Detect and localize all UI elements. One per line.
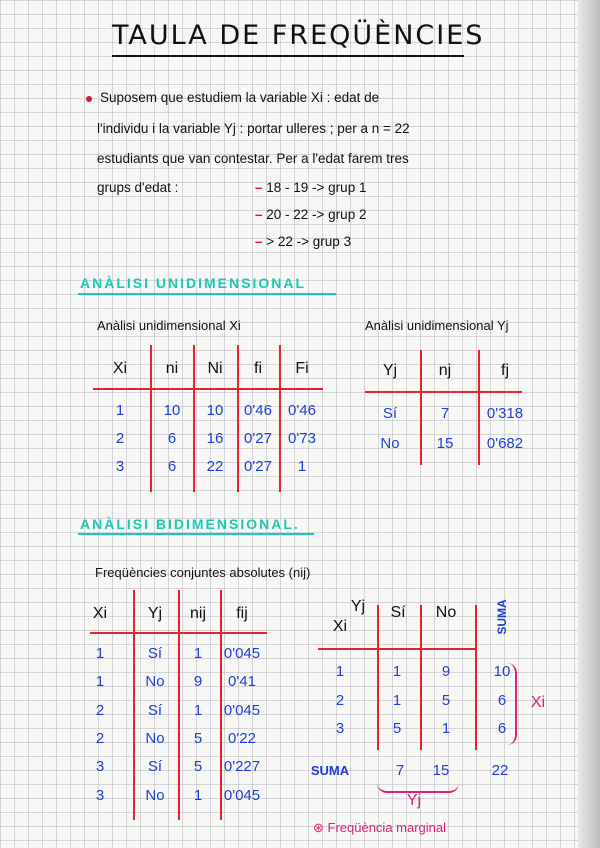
cross-table-cell: 2 [335, 692, 345, 709]
intro-line: Suposem que estudiem la variable Xi : edat de [100, 90, 380, 105]
joint-table-cell: 1 [193, 702, 203, 719]
x-table-cell: 0'46 [288, 402, 316, 419]
x-table-cell: 1 [297, 458, 307, 475]
footnote-marginal: ⊛ Freqüència marginal [313, 820, 447, 835]
section-underline [78, 293, 336, 295]
joint-table-cell: 0'045 [223, 702, 261, 719]
x-table-header: Fi [295, 360, 309, 377]
x-table-cell: 3 [115, 458, 125, 475]
y-table-header: nj [438, 362, 452, 379]
col-brace-label: Yj [406, 792, 422, 809]
x-table-cell: 16 [206, 430, 224, 447]
bullet-icon [86, 96, 92, 102]
title-underline [112, 55, 464, 57]
table-column-divider [377, 605, 379, 750]
y-table-cell: 0'682 [486, 435, 524, 452]
cross-table-cell: 1 [335, 663, 345, 680]
intro-line: grups d'edat : [97, 180, 179, 195]
cross-corner-x: Xi [332, 618, 348, 635]
joint-table-header: fij [236, 605, 248, 622]
x-table-cell: 6 [167, 458, 177, 475]
joint-table-cell: 9 [193, 673, 203, 690]
joint-table-cell: 3 [95, 758, 105, 775]
section-heading-bidimensional: ANÀLISI BIDIMENSIONAL. [80, 516, 300, 532]
y-table-header: fj [501, 362, 509, 379]
cross-table-cell: 1 [441, 720, 451, 737]
joint-table-cell: No [145, 730, 165, 747]
cross-table-cell: 10 [493, 663, 511, 680]
cross-table-header: No [435, 604, 457, 621]
table-column-divider [475, 605, 477, 750]
joint-table-cell: 1 [193, 645, 203, 662]
cross-total-cell: 7 [395, 762, 405, 779]
row-brace-label: Xi [530, 694, 546, 711]
section-underline [78, 533, 314, 535]
x-table-cell: 0'73 [288, 430, 316, 447]
x-table-cell: 0'46 [244, 402, 272, 419]
table-header-divider [318, 648, 475, 650]
y-table-header: Yj [382, 362, 398, 379]
y-table-cell: 15 [436, 435, 454, 452]
joint-table-caption: Freqüències conjuntes absolutes (nij) [95, 565, 311, 580]
table-column-divider [193, 345, 195, 492]
joint-table-cell: No [145, 673, 165, 690]
table-column-divider [237, 345, 239, 492]
table-column-divider [478, 350, 480, 465]
cross-corner-y: Yj [350, 598, 366, 615]
dash-icon: – [255, 180, 267, 195]
table-column-divider [133, 590, 135, 820]
joint-table-cell: 0'045 [223, 787, 261, 804]
notebook-edge [578, 0, 600, 848]
y-table-cell: No [380, 435, 400, 452]
joint-table-header: Xi [92, 605, 108, 622]
cross-table-cell: 5 [441, 692, 451, 709]
joint-table-cell: 5 [193, 758, 203, 775]
y-table-cell: 0'318 [486, 405, 524, 422]
x-table-cell: 6 [167, 430, 177, 447]
joint-table-cell: 5 [193, 730, 203, 747]
joint-table-cell: 0'22 [228, 730, 256, 747]
x-table-cell: 0'27 [244, 458, 272, 475]
table-column-divider [220, 590, 222, 820]
joint-table-header: Yj [147, 605, 163, 622]
x-table-cell: 2 [115, 430, 125, 447]
cross-total-cell: 15 [432, 762, 450, 779]
cross-table-cell: 6 [497, 720, 507, 737]
x-table-cell: 0'27 [244, 430, 272, 447]
joint-table-cell: 1 [95, 645, 105, 662]
joint-table-cell: 1 [95, 673, 105, 690]
x-table-header: fi [254, 360, 262, 377]
group-text: 18 - 19 -> grup 1 [266, 180, 367, 195]
group-item [255, 207, 366, 222]
joint-table-cell: No [145, 787, 165, 804]
joint-table-cell: Sí [147, 702, 163, 719]
cross-table-cell: 5 [392, 720, 402, 737]
table-column-divider [420, 605, 422, 750]
table-header-divider [93, 388, 323, 390]
cross-table-cell: 1 [392, 663, 402, 680]
x-table-caption: Anàlisi unidimensional Xi [97, 318, 241, 333]
joint-table-cell: 2 [95, 730, 105, 747]
table-header-divider [90, 632, 267, 634]
intro-line: estudiants que van contestar. Per a l'edat farem tres [97, 151, 409, 166]
brace-right-rows [507, 663, 517, 745]
dash-icon: – [255, 234, 267, 249]
x-table-header: Xi [112, 360, 128, 377]
x-table-cell: 1 [115, 402, 125, 419]
intro-line: l'individu i la variable Yj : portar ulleres ; per a n = 22 [97, 121, 410, 136]
y-table-caption: Anàlisi unidimensional Yj [365, 318, 509, 333]
cross-suma-row-label: SUMA [310, 763, 350, 778]
joint-table-header: nij [189, 605, 207, 622]
table-column-divider [150, 345, 152, 492]
joint-table-cell: 1 [193, 787, 203, 804]
page-title: TAULA DE FREQÜÈNCIES [112, 20, 485, 51]
x-table-cell: 10 [206, 402, 224, 419]
joint-table-cell: 3 [95, 787, 105, 804]
group-item [255, 234, 351, 249]
joint-table-cell: 0'227 [223, 758, 261, 775]
cross-table-cell: 9 [441, 663, 451, 680]
section-heading-unidimensional: ANÀLISI UNIDIMENSIONAL [80, 275, 306, 291]
joint-table-cell: 0'41 [228, 673, 256, 690]
joint-table-cell: 0'045 [223, 645, 261, 662]
cross-table-cell: 6 [497, 692, 507, 709]
x-table-cell: 22 [206, 458, 224, 475]
cross-table-header: Sí [390, 604, 406, 621]
dash-icon: – [255, 207, 267, 222]
group-text: 20 - 22 -> grup 2 [266, 207, 367, 222]
table-header-divider [365, 391, 522, 393]
table-column-divider [420, 350, 422, 465]
group-item [255, 180, 366, 195]
cross-suma-header: SUMA [495, 599, 509, 635]
joint-table-cell: Sí [147, 645, 163, 662]
y-table-cell: 7 [440, 405, 450, 422]
y-table-cell: Sí [382, 405, 398, 422]
x-table-header: ni [165, 360, 179, 377]
x-table-header: Ni [207, 360, 223, 377]
cross-table-cell: 1 [392, 692, 402, 709]
table-column-divider [178, 590, 180, 820]
cross-total-cell: 22 [491, 762, 509, 779]
x-table-cell: 10 [163, 402, 181, 419]
group-text: > 22 -> grup 3 [266, 234, 352, 249]
joint-table-cell: 2 [95, 702, 105, 719]
cross-table-cell: 3 [335, 720, 345, 737]
table-column-divider [279, 345, 281, 492]
joint-table-cell: Sí [147, 758, 163, 775]
